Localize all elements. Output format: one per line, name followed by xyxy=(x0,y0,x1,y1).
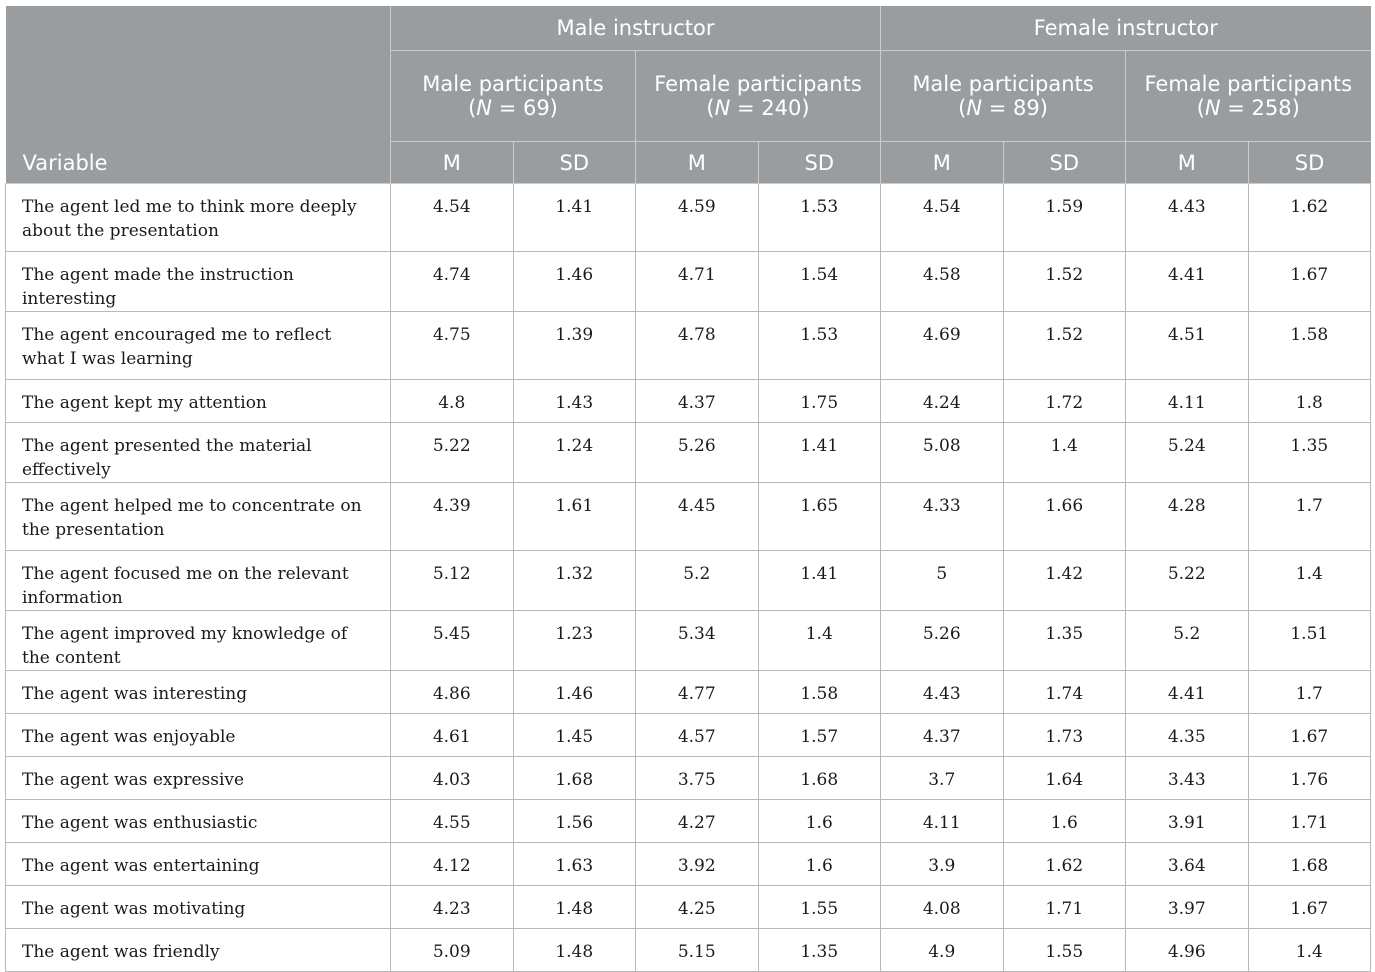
table-row xyxy=(6,757,1371,800)
stat-header: M xyxy=(881,142,1004,184)
value-cell: 4.37 xyxy=(636,380,759,423)
value-cell: 4.75 xyxy=(391,312,514,380)
n-value: = 240) xyxy=(730,96,810,120)
value-cell: 4.8 xyxy=(391,380,514,423)
value-cell: 3.92 xyxy=(636,843,759,886)
value-cell: 4.39 xyxy=(391,483,514,551)
variable-cell: The agent made the instruction interesting xyxy=(6,252,391,312)
value-cell: 1.68 xyxy=(758,757,881,800)
value-cell: 1.46 xyxy=(513,252,636,312)
value-cell: 3.64 xyxy=(1126,843,1249,886)
value-cell: 4.43 xyxy=(1126,184,1249,252)
value-cell: 1.35 xyxy=(758,929,881,972)
value-cell: 1.53 xyxy=(758,184,881,252)
subgroup-header xyxy=(881,51,1126,142)
value-cell: 5.2 xyxy=(1126,611,1249,671)
value-cell: 5.34 xyxy=(636,611,759,671)
variable-cell: The agent was enjoyable xyxy=(6,714,391,757)
n-variable: N xyxy=(476,96,493,120)
value-cell: 1.8 xyxy=(1248,380,1371,423)
value-cell: 1.64 xyxy=(1003,757,1126,800)
value-cell: 4.33 xyxy=(881,483,1004,551)
value-cell: 4.78 xyxy=(636,312,759,380)
value-cell: 1.63 xyxy=(513,843,636,886)
value-cell: 1.71 xyxy=(1003,886,1126,929)
n-variable: N xyxy=(1204,96,1221,120)
group-header-male-instructor: Male instructor xyxy=(391,6,881,51)
value-cell: 4.59 xyxy=(636,184,759,252)
table-row xyxy=(6,380,1371,423)
group-header-female-instructor: Female instructor xyxy=(881,6,1371,51)
variable-cell: The agent encouraged me to reflect what I was learning xyxy=(6,312,391,380)
value-cell: 4.28 xyxy=(1126,483,1249,551)
table-row xyxy=(6,551,1371,611)
value-cell: 1.68 xyxy=(513,757,636,800)
value-cell: 1.75 xyxy=(758,380,881,423)
value-cell: 1.67 xyxy=(1248,886,1371,929)
value-cell: 1.62 xyxy=(1003,843,1126,886)
value-cell: 4.74 xyxy=(391,252,514,312)
stat-header: M xyxy=(636,142,759,184)
value-cell: 4.61 xyxy=(391,714,514,757)
n-variable: N xyxy=(966,96,983,120)
n-variable: N xyxy=(714,96,731,120)
value-cell: 1.51 xyxy=(1248,611,1371,671)
value-cell: 1.4 xyxy=(1248,929,1371,972)
value-cell: 1.58 xyxy=(758,671,881,714)
value-cell: 1.55 xyxy=(758,886,881,929)
variable-cell: The agent kept my attention xyxy=(6,380,391,423)
value-cell: 4.08 xyxy=(881,886,1004,929)
value-cell: 4.35 xyxy=(1126,714,1249,757)
value-cell: 4.71 xyxy=(636,252,759,312)
value-cell: 5.22 xyxy=(391,423,514,483)
value-cell: 1.41 xyxy=(758,551,881,611)
variable-cell: The agent was expressive xyxy=(6,757,391,800)
variable-header: Variable xyxy=(6,6,391,184)
value-cell: 1.73 xyxy=(1003,714,1126,757)
value-cell: 4.55 xyxy=(391,800,514,843)
variable-cell: The agent was interesting xyxy=(6,671,391,714)
value-cell: 1.66 xyxy=(1003,483,1126,551)
value-cell: 4.69 xyxy=(881,312,1004,380)
value-cell: 4.12 xyxy=(391,843,514,886)
variable-cell: The agent improved my knowledge of the content xyxy=(6,611,391,671)
value-cell: 1.41 xyxy=(758,423,881,483)
value-cell: 4.03 xyxy=(391,757,514,800)
subgroup-label: Male participants xyxy=(422,72,604,96)
value-cell: 1.39 xyxy=(513,312,636,380)
value-cell: 1.35 xyxy=(1003,611,1126,671)
value-cell: 4.37 xyxy=(881,714,1004,757)
value-cell: 1.4 xyxy=(1248,551,1371,611)
n-prefix: ( xyxy=(958,96,967,120)
value-cell: 5.09 xyxy=(391,929,514,972)
value-cell: 3.9 xyxy=(881,843,1004,886)
value-cell: 1.65 xyxy=(758,483,881,551)
value-cell: 5.12 xyxy=(391,551,514,611)
variable-cell: The agent was entertaining xyxy=(6,843,391,886)
variable-cell: The agent was enthusiastic xyxy=(6,800,391,843)
value-cell: 3.7 xyxy=(881,757,1004,800)
table-row xyxy=(6,184,1371,252)
value-cell: 1.4 xyxy=(758,611,881,671)
value-cell: 1.54 xyxy=(758,252,881,312)
value-cell: 5.15 xyxy=(636,929,759,972)
stat-header: SD xyxy=(1248,142,1371,184)
results-table-container xyxy=(5,6,1370,972)
value-cell: 4.11 xyxy=(881,800,1004,843)
subgroup-header xyxy=(1126,51,1371,142)
value-cell: 4.25 xyxy=(636,886,759,929)
value-cell: 1.58 xyxy=(1248,312,1371,380)
value-cell: 1.6 xyxy=(758,800,881,843)
value-cell: 1.32 xyxy=(513,551,636,611)
subgroup-header xyxy=(636,51,881,142)
value-cell: 4.86 xyxy=(391,671,514,714)
variable-cell: The agent focused me on the relevant information xyxy=(6,551,391,611)
value-cell: 4.43 xyxy=(881,671,1004,714)
value-cell: 1.7 xyxy=(1248,671,1371,714)
table-row xyxy=(6,483,1371,551)
value-cell: 1.6 xyxy=(1003,800,1126,843)
value-cell: 1.43 xyxy=(513,380,636,423)
n-value: = 258) xyxy=(1220,96,1300,120)
value-cell: 5.2 xyxy=(636,551,759,611)
value-cell: 4.27 xyxy=(636,800,759,843)
value-cell: 1.35 xyxy=(1248,423,1371,483)
results-table xyxy=(5,6,1371,972)
n-prefix: ( xyxy=(706,96,715,120)
n-prefix: ( xyxy=(468,96,477,120)
value-cell: 1.48 xyxy=(513,886,636,929)
value-cell: 4.24 xyxy=(881,380,1004,423)
stat-header: SD xyxy=(513,142,636,184)
value-cell: 1.74 xyxy=(1003,671,1126,714)
n-value: = 89) xyxy=(982,96,1048,120)
value-cell: 1.52 xyxy=(1003,252,1126,312)
value-cell: 5.26 xyxy=(636,423,759,483)
stat-header: SD xyxy=(758,142,881,184)
value-cell: 4.57 xyxy=(636,714,759,757)
value-cell: 1.55 xyxy=(1003,929,1126,972)
value-cell: 1.46 xyxy=(513,671,636,714)
n-value: = 69) xyxy=(492,96,558,120)
stat-header: SD xyxy=(1003,142,1126,184)
table-row xyxy=(6,886,1371,929)
value-cell: 3.43 xyxy=(1126,757,1249,800)
table-row xyxy=(6,252,1371,312)
value-cell: 1.53 xyxy=(758,312,881,380)
value-cell: 1.4 xyxy=(1003,423,1126,483)
value-cell: 3.91 xyxy=(1126,800,1249,843)
value-cell: 1.68 xyxy=(1248,843,1371,886)
value-cell: 1.42 xyxy=(1003,551,1126,611)
value-cell: 1.7 xyxy=(1248,483,1371,551)
value-cell: 1.71 xyxy=(1248,800,1371,843)
value-cell: 4.41 xyxy=(1126,671,1249,714)
value-cell: 1.67 xyxy=(1248,714,1371,757)
table-row xyxy=(6,611,1371,671)
value-cell: 4.54 xyxy=(881,184,1004,252)
variable-cell: The agent led me to think more deeply about the presentation xyxy=(6,184,391,252)
value-cell: 4.41 xyxy=(1126,252,1249,312)
table-row xyxy=(6,671,1371,714)
value-cell: 5 xyxy=(881,551,1004,611)
value-cell: 4.77 xyxy=(636,671,759,714)
value-cell: 4.9 xyxy=(881,929,1004,972)
value-cell: 5.45 xyxy=(391,611,514,671)
value-cell: 4.23 xyxy=(391,886,514,929)
value-cell: 1.57 xyxy=(758,714,881,757)
value-cell: 5.26 xyxy=(881,611,1004,671)
value-cell: 4.54 xyxy=(391,184,514,252)
value-cell: 1.41 xyxy=(513,184,636,252)
stat-header: M xyxy=(1126,142,1249,184)
variable-cell: The agent presented the material effectively xyxy=(6,423,391,483)
value-cell: 4.45 xyxy=(636,483,759,551)
value-cell: 4.96 xyxy=(1126,929,1249,972)
value-cell: 1.45 xyxy=(513,714,636,757)
value-cell: 3.75 xyxy=(636,757,759,800)
value-cell: 1.62 xyxy=(1248,184,1371,252)
value-cell: 1.61 xyxy=(513,483,636,551)
table-row xyxy=(6,800,1371,843)
value-cell: 1.59 xyxy=(1003,184,1126,252)
table-row xyxy=(6,929,1371,972)
subgroup-label: Female participants xyxy=(654,72,862,96)
value-cell: 1.6 xyxy=(758,843,881,886)
value-cell: 3.97 xyxy=(1126,886,1249,929)
value-cell: 1.67 xyxy=(1248,252,1371,312)
table-row xyxy=(6,843,1371,886)
table-header xyxy=(6,6,1371,184)
value-cell: 4.51 xyxy=(1126,312,1249,380)
value-cell: 5.08 xyxy=(881,423,1004,483)
value-cell: 1.76 xyxy=(1248,757,1371,800)
value-cell: 1.24 xyxy=(513,423,636,483)
subgroup-header xyxy=(391,51,636,142)
value-cell: 1.52 xyxy=(1003,312,1126,380)
stat-header: M xyxy=(391,142,514,184)
value-cell: 1.56 xyxy=(513,800,636,843)
variable-cell: The agent was motivating xyxy=(6,886,391,929)
variable-cell: The agent helped me to concentrate on the presentation xyxy=(6,483,391,551)
value-cell: 4.58 xyxy=(881,252,1004,312)
table-row xyxy=(6,423,1371,483)
subgroup-label: Male participants xyxy=(912,72,1094,96)
subgroup-label: Female participants xyxy=(1144,72,1353,96)
value-cell: 4.11 xyxy=(1126,380,1249,423)
table-row xyxy=(6,312,1371,380)
variable-cell: The agent was friendly xyxy=(6,929,391,972)
value-cell: 5.22 xyxy=(1126,551,1249,611)
value-cell: 5.24 xyxy=(1126,423,1249,483)
n-prefix: ( xyxy=(1196,96,1205,120)
value-cell: 1.72 xyxy=(1003,380,1126,423)
table-row xyxy=(6,714,1371,757)
value-cell: 1.48 xyxy=(513,929,636,972)
table-body xyxy=(6,184,1371,972)
value-cell: 1.23 xyxy=(513,611,636,671)
